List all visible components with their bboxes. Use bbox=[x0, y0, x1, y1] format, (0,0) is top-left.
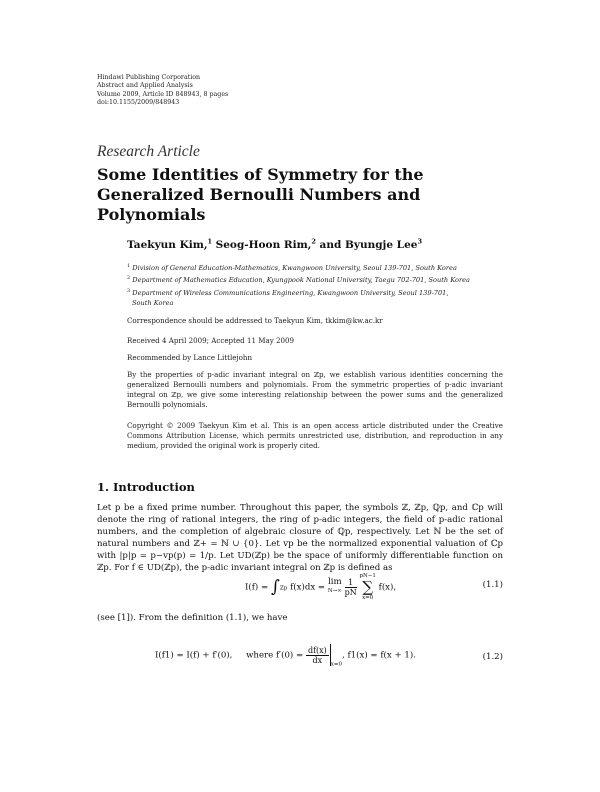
correspondence[interactable]: Correspondence should be addressed to Taekyun Kim, tkkim@kw.ac.kr bbox=[127, 316, 383, 325]
journal-name: Abstract and Applied Analysis bbox=[97, 82, 193, 90]
equation-number: (1.1) bbox=[482, 580, 503, 590]
fraction-1-over-pN: $\frac{1}{pN}$ bbox=[344, 577, 357, 597]
affiliation-3-cont: South Korea bbox=[132, 299, 174, 308]
affiliation-3: $^3$ Department of Wireless Communications Engineering, Kwangwoon University, Seoul 139-701, bbox=[127, 287, 449, 298]
equation-1-1-body: I(f) = ∫ℤp f(x)dx = lim N→∞ $\frac{1}{pN}$ pN−1 ∑ x=0 f(x), bbox=[245, 573, 397, 601]
paper-title: Some Identities of Symmetry for the Generalized Bernoulli Numbers and Polynomials bbox=[97, 165, 424, 224]
equation-number: (1.2) bbox=[482, 652, 503, 662]
publisher: Hindawi Publishing Corporation bbox=[97, 74, 201, 81]
equation-1-2 bbox=[97, 640, 503, 680]
after-equation-text: (see [1]). From the definition (1.1), we have bbox=[97, 613, 288, 623]
affiliation-2: $^2$ Department of Mathematics Education, Kyungpook National University, Taegu 702-701, South Korea bbox=[127, 275, 470, 285]
summation: pN−1 ∑ x=0 bbox=[359, 573, 376, 601]
intro-paragraph: Let p be a fixed prime number. Throughout this paper, the symbols ℤ, ℤp, ℚp, and ℂp will denote the ring of rational integers, the ring of p-adic integers, the field of p-adic rational numbers, and the completion of algebraic closure of ℚp, respectively. Let ℕ be the set of natural numbers and ℤ+ = ℕ ∪ {0}. Let vp be the normalized exponential valuation of ℂp with |p|p = p−vp(p) = 1/p. Let UD(ℤp) be the space of uniformly differentiable function on ℤp. For f ∈ UD(ℤp), the p-adic invariant integral on ℤp is defined as bbox=[97, 503, 503, 574]
equation-1-2-body: I(f1) = I(f) + f′(0), where f′(0) = $\frac{df(x)}{dx}$ $_{x=0}$, f1(x) = f(x + 1). bbox=[155, 645, 416, 668]
section-heading: 1. Introduction bbox=[97, 480, 195, 494]
article-type: Research Article bbox=[97, 143, 200, 160]
affiliation-1: $^1$ Division of General Education-Mathematics, Kwangwoon University, Seoul 139-701, South Korea bbox=[127, 263, 457, 273]
author-3[interactable]: and Byungje Lee$^3$ bbox=[319, 237, 422, 251]
dates: Received 4 April 2009; Accepted 11 May 2009 bbox=[127, 336, 295, 345]
derivative-fraction: $\frac{df(x)}{dx}$ bbox=[307, 645, 327, 665]
author-list bbox=[127, 237, 422, 251]
abstract: By the properties of p-adic invariant integral on ℤp, we establish various identities concerning the generalized Bernoulli numbers and polynomials. From the symmetric properties of p-adic invariant integral on ℤp, we give some interesting relationship between the power sums and the generalized Bernoulli polynomials. bbox=[127, 370, 503, 409]
journal-masthead bbox=[97, 74, 228, 108]
author-2[interactable]: Seog-Hoon Rim,$^2$ bbox=[215, 237, 316, 251]
equation-1-1 bbox=[97, 568, 503, 608]
volume-info: Volume 2009, Article ID 848943, 8 pages bbox=[97, 90, 229, 98]
author-1[interactable]: Taekyun Kim,$^1$ bbox=[127, 237, 213, 251]
recommended-by: Recommended by Lance Littlejohn bbox=[127, 353, 253, 362]
limit-expr: lim N→∞ bbox=[327, 577, 342, 594]
affiliations bbox=[127, 261, 507, 309]
integral-sign: ∫ bbox=[270, 577, 280, 597]
doi[interactable]: doi:10.1155/2009/848943 bbox=[97, 99, 180, 107]
copyright-notice: Copyright © 2009 Taekyun Kim et al. This is an open access article distributed under the Creative Commons Attribution License, which permits unrestricted use, distribution, and reproduction in any medium, provided the original work is properly cited. bbox=[127, 421, 503, 450]
